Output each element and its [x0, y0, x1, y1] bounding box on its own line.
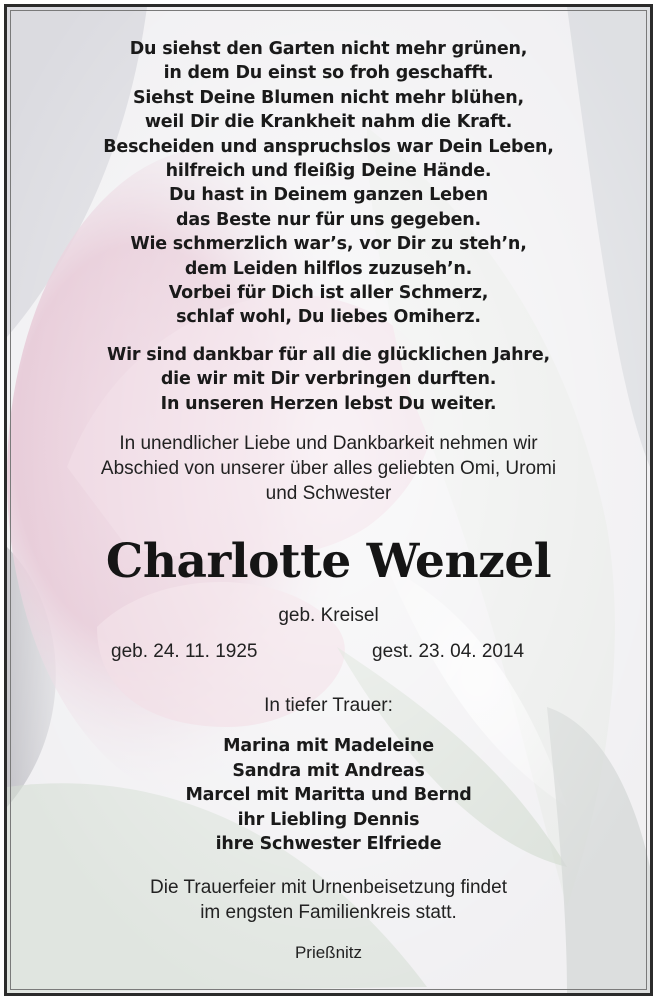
intro-line: In unendlicher Liebe und Dankbarkeit nehmen wir — [119, 433, 538, 454]
gratitude-verse — [7, 343, 650, 416]
poem-line: dem Leiden hilflos zuzuseh’n. — [184, 258, 473, 279]
deceased-name: Charlotte Wenzel — [105, 534, 552, 589]
poem-line: das Beste nur für uns gegeben. — [176, 209, 481, 230]
obituary-frame — [4, 4, 653, 996]
place-name: Prießnitz — [294, 943, 363, 962]
poem-line: Wie schmerzlich war’s, vor Dir zu steh’n, — [130, 234, 527, 255]
poem-line: weil Dir die Krankheit nahm die Kraft. — [144, 112, 513, 133]
poem-line: Du hast in Deinem ganzen Leben — [168, 185, 489, 206]
poem-line: hilfreich und fleißig Deine Hände. — [165, 161, 492, 182]
obituary-content — [7, 7, 650, 993]
mourner: Marina mit Madeleine — [223, 736, 434, 756]
poem-line: in dem Du einst so froh geschafft. — [163, 63, 494, 84]
poem — [7, 37, 650, 330]
gratitude-line: die wir mit Dir verbringen durften. — [160, 369, 497, 390]
poem-line: Bescheiden und anspruchslos war Dein Leben, — [103, 136, 554, 157]
mourner: ihr Liebling Dennis — [237, 809, 420, 830]
funeral-line: Die Trauerfeier mit Urnenbeisetzung findet — [150, 877, 507, 898]
mourning-heading: In tiefer Trauer: — [264, 695, 393, 716]
gratitude-line: Wir sind dankbar für all die glücklichen Jahre, — [107, 345, 550, 365]
mourner: Marcel mit Maritta und Bernd — [185, 785, 472, 806]
mourner: Sandra mit Andreas — [232, 760, 425, 781]
mourners-list — [7, 734, 650, 857]
death-date: gest. 23. 04. 2014 — [372, 641, 525, 662]
poem-line: Vorbei für Dich ist aller Schmerz, — [168, 283, 489, 304]
funeral-notice — [7, 875, 650, 925]
maiden-name: geb. Kreisel — [278, 605, 379, 626]
poem-line: Du siehst den Garten nicht mehr grünen, — [129, 39, 528, 59]
intro-line: und Schwester — [265, 483, 392, 504]
poem-line: schlaf wohl, Du liebes Omiherz. — [176, 307, 481, 328]
gratitude-line: In unseren Herzen lebst Du weiter. — [160, 393, 497, 414]
intro-line: Abschied von unserer über alles geliebten Omi, Uromi — [100, 458, 557, 479]
poem-line: Siehst Deine Blumen nicht mehr blühen, — [133, 87, 524, 108]
farewell-intro — [7, 431, 650, 506]
mourner: ihre Schwester Elfriede — [215, 834, 442, 855]
birth-date: geb. 24. 11. 1925 — [111, 641, 258, 662]
funeral-line: im engsten Familienkreis statt. — [200, 902, 457, 923]
